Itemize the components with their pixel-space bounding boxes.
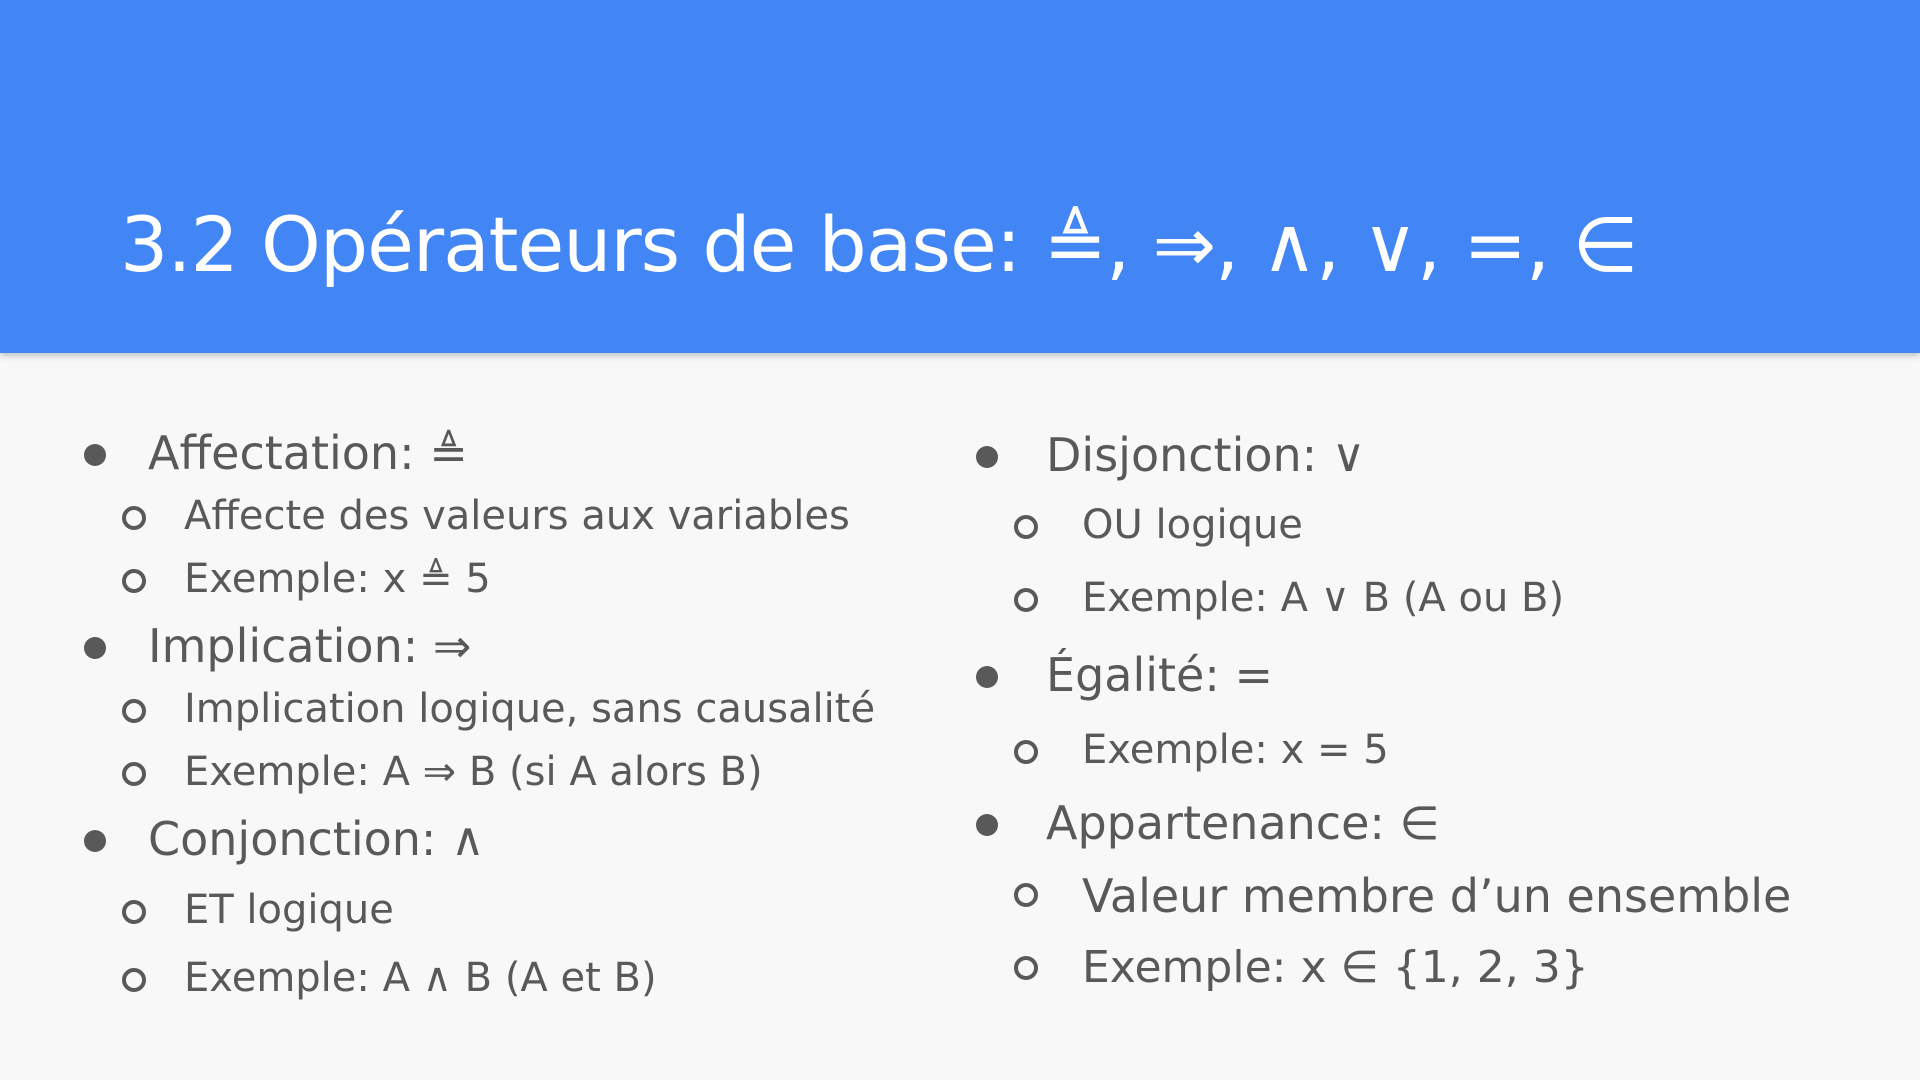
sub-bullet-text: ET logique — [184, 887, 394, 933]
bullet-text: Appartenance: ∈ — [1046, 796, 1440, 850]
bullet-affectation — [148, 426, 468, 480]
sub-bullet-text: Exemple: A ∧ B (A et B) — [184, 955, 657, 1001]
bullet-text: Implication: ⇒ — [148, 619, 472, 673]
bullet-text: Affectation: ≜ — [148, 426, 468, 480]
bullet-ring-icon — [1014, 515, 1038, 539]
bullet-dot-icon — [976, 446, 998, 468]
slide-header — [0, 0, 1920, 353]
bullet-ring-icon — [1014, 588, 1038, 612]
sub-bullet-implication-desc — [184, 686, 876, 732]
sub-bullet-text: OU logique — [1082, 502, 1303, 548]
bullet-ring-icon — [122, 569, 146, 593]
sub-bullet-text: Exemple: x ≜ 5 — [184, 556, 491, 602]
sub-bullet-text: Exemple: x ∈ {1, 2, 3} — [1082, 942, 1589, 993]
sub-bullet-affectation-desc — [184, 493, 850, 539]
sub-bullet-conjonction-example — [184, 955, 657, 1001]
sub-bullet-text: Valeur membre d’un ensemble — [1082, 869, 1792, 923]
bullet-dot-icon — [976, 666, 998, 688]
sub-bullet-text: Exemple: x = 5 — [1082, 727, 1389, 773]
sub-bullet-appartenance-desc — [1082, 869, 1792, 923]
bullet-text: Conjonction: ∧ — [148, 812, 485, 866]
bullet-dot-icon — [84, 444, 106, 466]
bullet-appartenance — [1046, 796, 1440, 850]
sub-bullet-text: Implication logique, sans causalité — [184, 686, 876, 732]
sub-bullet-text: Exemple: A ∨ B (A ou B) — [1082, 575, 1565, 621]
bullet-conjonction — [148, 812, 485, 866]
sub-bullet-disjonction-desc — [1082, 502, 1303, 548]
bullet-egalite — [1046, 648, 1274, 702]
bullet-ring-icon — [122, 900, 146, 924]
sub-bullet-affectation-example — [184, 556, 491, 602]
sub-bullet-implication-example — [184, 749, 763, 795]
bullet-dot-icon — [84, 637, 106, 659]
bullet-ring-icon — [122, 699, 146, 723]
bullet-ring-icon — [122, 762, 146, 786]
sub-bullet-text: Affecte des valeurs aux variables — [184, 493, 850, 539]
sub-bullet-disjonction-example — [1082, 575, 1565, 621]
bullet-dot-icon — [84, 830, 106, 852]
bullet-dot-icon — [976, 814, 998, 836]
bullet-text: Égalité: = — [1046, 648, 1274, 702]
bullet-ring-icon — [1014, 883, 1038, 907]
sub-bullet-text: Exemple: A ⇒ B (si A alors B) — [184, 749, 763, 795]
bullet-text: Disjonction: ∨ — [1046, 428, 1366, 482]
sub-bullet-appartenance-example — [1082, 942, 1589, 993]
sub-bullet-egalite-example — [1082, 727, 1389, 773]
bullet-ring-icon — [1014, 740, 1038, 764]
bullet-ring-icon — [122, 506, 146, 530]
bullet-ring-icon — [122, 968, 146, 992]
bullet-implication — [148, 619, 472, 673]
sub-bullet-conjonction-desc — [184, 887, 394, 933]
bullet-disjonction — [1046, 428, 1366, 482]
slide-title: 3.2 Opérateurs de base: ≜, ⇒, ∧, ∨, =, ∈ — [120, 200, 1638, 289]
bullet-ring-icon — [1014, 956, 1038, 980]
